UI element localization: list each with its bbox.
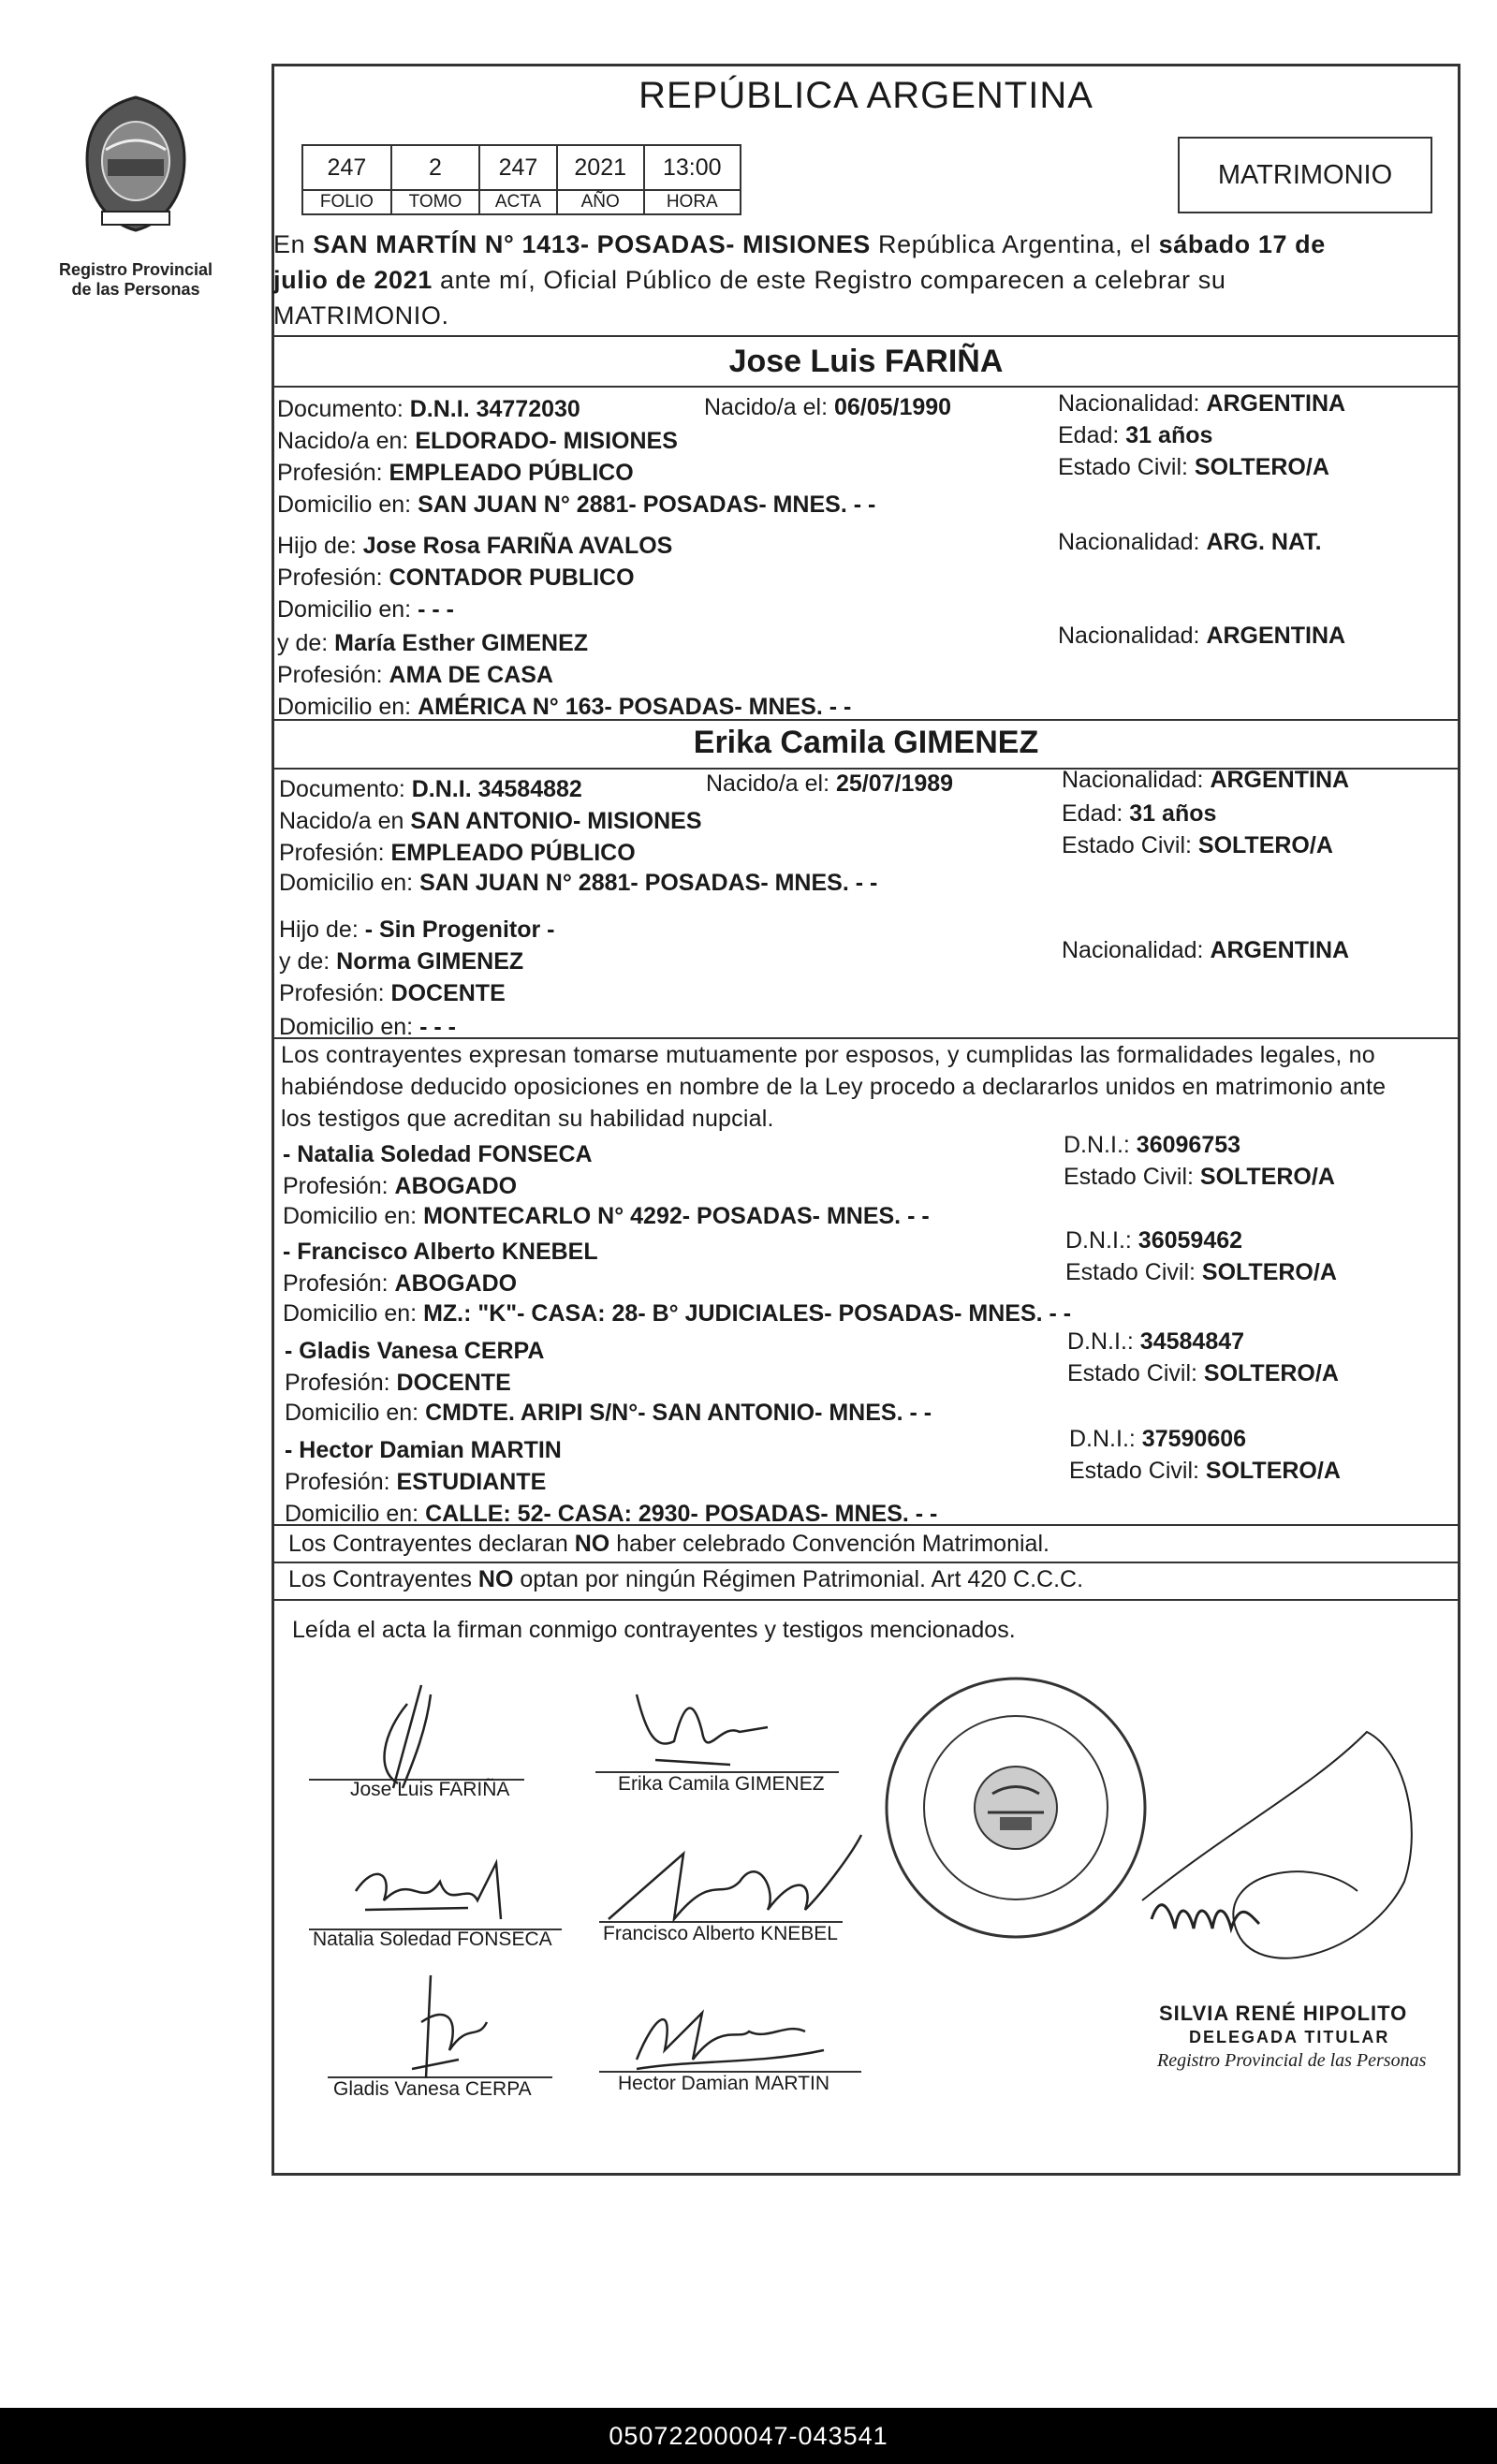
witness4-name: - Hector Damian MARTIN <box>285 1437 562 1463</box>
acta-label: ACTA <box>479 190 557 214</box>
spouse1-mother-profession: Profesión: AMA DE CASA <box>277 662 553 688</box>
spouse1-birthdate: Nacido/a el: 06/05/1990 <box>704 394 952 420</box>
spouse1-name: Jose Luis FARIÑA <box>728 344 1004 379</box>
spouse2-mother-address: Domicilio en: - - - <box>279 1014 456 1040</box>
signer-name: Gladis Vanesa CERPA <box>333 2078 532 2100</box>
spouse2-profession: Profesión: EMPLEADO PÚBLICO <box>279 840 636 866</box>
folio-value: 247 <box>302 145 391 190</box>
spouse1-civil-status: Estado Civil: SOLTERO/A <box>1058 454 1329 480</box>
witness2-name: - Francisco Alberto KNEBEL <box>283 1239 598 1265</box>
document-code-bar: 050722000047-043541 <box>0 2408 1497 2464</box>
divider <box>272 386 1460 388</box>
spouse2-age: Edad: 31 años <box>1062 800 1217 827</box>
province-seal-icon <box>80 94 192 234</box>
record-table <box>301 144 741 215</box>
registry-logo <box>37 84 225 318</box>
spouse2-mother-nationality: Nacionalidad: ARGENTINA <box>1062 937 1350 963</box>
spouse1-age: Edad: 31 años <box>1058 422 1213 448</box>
spouse2-civil-status: Estado Civil: SOLTERO/A <box>1062 832 1333 858</box>
spouse2-birthdate: Nacido/a el: 25/07/1989 <box>706 770 954 797</box>
signature-2-icon <box>618 1676 805 1779</box>
spouse1-profession: Profesión: EMPLEADO PÚBLICO <box>277 460 634 486</box>
declaration-paragraph: Los contrayentes expresan tomarse mutuamente por esposos, y cumplidas las formalidades legales, no habiéndose deducido oposiciones en nombre de la Ley procedo a declararlos unidos en matrimonio ante los testigos que acreditan su habilidad nupcial. <box>281 1042 1387 1132</box>
spouse1-address: Domicilio en: SAN JUAN N° 2881- POSADAS- MNES. - - <box>277 491 876 518</box>
intro-paragraph: En SAN MARTÍN N° 1413- POSADAS- MISIONES República Argentina, el sábado 17 de julio de 2021 ante mí, Oficial Público de este Registro comparecen a celebrar su MATRIMONIO. <box>273 230 1326 330</box>
year-label: AÑO <box>557 190 644 214</box>
witness4-address: Domicilio en: CALLE: 52- CASA: 2930- POSADAS- MNES. - - <box>285 1501 938 1527</box>
officer-name: SILVIA RENÉ HIPOLITO <box>1159 2002 1408 2025</box>
signature-1-icon <box>356 1676 487 1807</box>
divider <box>272 719 1460 721</box>
convention-statement: Los Contrayentes declaran NO haber celebrado Convención Matrimonial. <box>288 1531 1049 1557</box>
witness4-dni: D.N.I.: 37590606 <box>1069 1426 1247 1452</box>
officer-title: DELEGADA TITULAR <box>1189 2028 1390 2046</box>
spouse2-documento: Documento: D.N.I. 34584882 <box>279 776 582 802</box>
tomo-label: TOMO <box>391 190 479 214</box>
act-type-box: MATRIMONIO <box>1178 137 1432 213</box>
witness2-dni: D.N.I.: 36059462 <box>1065 1227 1243 1254</box>
hour-value: 13:00 <box>644 145 741 190</box>
spouse2-name: Erika Camila GIMENEZ <box>693 725 1039 760</box>
signer-name: Erika Camila GIMENEZ <box>618 1773 825 1795</box>
signer-name: Natalia Soledad FONSECA <box>313 1929 552 1950</box>
acta-value: 247 <box>479 145 557 190</box>
spouse2-father: Hijo de: - Sin Progenitor - <box>279 917 555 943</box>
spouse2-mother-profession: Profesión: DOCENTE <box>279 980 506 1006</box>
witness1-profession: Profesión: ABOGADO <box>283 1173 518 1199</box>
witness1-name: - Natalia Soledad FONSECA <box>283 1141 593 1167</box>
witness3-dni: D.N.I.: 34584847 <box>1067 1328 1245 1355</box>
signature-4-icon <box>580 1816 880 1938</box>
spouse1-father: Hijo de: Jose Rosa FARIÑA AVALOS <box>277 533 673 559</box>
document-title: REPÚBLICA ARGENTINA <box>638 75 1093 116</box>
witness2-address: Domicilio en: MZ.: "K"- CASA: 28- B° JUDICIALES- POSADAS- MNES. - - <box>283 1300 1072 1327</box>
witness3-address: Domicilio en: CMDTE. ARIPI S/N°- SAN ANTONIO- MNES. - - <box>285 1400 932 1426</box>
witness2-profession: Profesión: ABOGADO <box>283 1270 518 1297</box>
witness2-civil-status: Estado Civil: SOLTERO/A <box>1065 1259 1337 1285</box>
signature-5-icon <box>393 1966 506 2088</box>
officer-signature-icon <box>1123 1713 1442 1994</box>
witness3-profession: Profesión: DOCENTE <box>285 1370 511 1396</box>
spouse2-birthplace: Nacido/a en SAN ANTONIO- MISIONES <box>279 808 702 834</box>
spouse2-address: Domicilio en: SAN JUAN N° 2881- POSADAS- MNES. - - <box>279 870 878 896</box>
registry-name: Registro Provincial de las Personas <box>58 260 213 299</box>
spouse2-mother: y de: Norma GIMENEZ <box>279 948 524 975</box>
signing-statement: Leída el acta la firman conmigo contrayentes y testigos mencionados. <box>292 1617 1016 1643</box>
signature-3-icon <box>337 1835 524 1938</box>
hour-label: HORA <box>644 190 741 214</box>
divider <box>272 1562 1460 1563</box>
spouse1-mother-address: Domicilio en: AMÉRICA N° 163- POSADAS- MNES. - - <box>277 694 852 720</box>
spouse1-father-address: Domicilio en: - - - <box>277 596 454 623</box>
signature-6-icon <box>618 1985 843 2078</box>
witness3-name: - Gladis Vanesa CERPA <box>285 1338 545 1364</box>
signer-name: Hector Damian MARTIN <box>618 2073 829 2094</box>
divider <box>272 335 1460 337</box>
witness1-civil-status: Estado Civil: SOLTERO/A <box>1064 1164 1335 1190</box>
folio-label: FOLIO <box>302 190 391 214</box>
spouse1-nationality: Nacionalidad: ARGENTINA <box>1058 390 1346 417</box>
spouse1-documento: Documento: D.N.I. 34772030 <box>277 396 580 422</box>
officer-organization: Registro Provincial de las Personas <box>1157 2050 1427 2071</box>
witness1-address: Domicilio en: MONTECARLO N° 4292- POSADAS- MNES. - - <box>283 1203 930 1229</box>
spouse1-father-nationality: Nacionalidad: ARG. NAT. <box>1058 529 1322 555</box>
year-value: 2021 <box>557 145 644 190</box>
patrimonial-regime-statement: Los Contrayentes NO optan por ningún Régimen Patrimonial. Art 420 C.C.C. <box>288 1566 1084 1592</box>
spouse1-mother: y de: María Esther GIMENEZ <box>277 630 589 656</box>
spouse1-mother-nationality: Nacionalidad: ARGENTINA <box>1058 623 1346 649</box>
witness4-profession: Profesión: ESTUDIANTE <box>285 1469 547 1495</box>
tomo-value: 2 <box>391 145 479 190</box>
witness4-civil-status: Estado Civil: SOLTERO/A <box>1069 1458 1341 1484</box>
signer-name: Jose Luis FARIÑA <box>350 1779 510 1800</box>
signer-name: Francisco Alberto KNEBEL <box>603 1923 838 1944</box>
divider <box>272 1599 1460 1601</box>
witness1-dni: D.N.I.: 36096753 <box>1064 1132 1241 1158</box>
divider <box>272 1524 1460 1526</box>
spouse1-birthplace: Nacido/a en: ELDORADO- MISIONES <box>277 428 678 454</box>
witness3-civil-status: Estado Civil: SOLTERO/A <box>1067 1360 1339 1386</box>
official-stamp-icon <box>880 1672 1152 1943</box>
spouse1-father-profession: Profesión: CONTADOR PUBLICO <box>277 565 635 591</box>
spouse2-nationality: Nacionalidad: ARGENTINA <box>1062 767 1350 793</box>
